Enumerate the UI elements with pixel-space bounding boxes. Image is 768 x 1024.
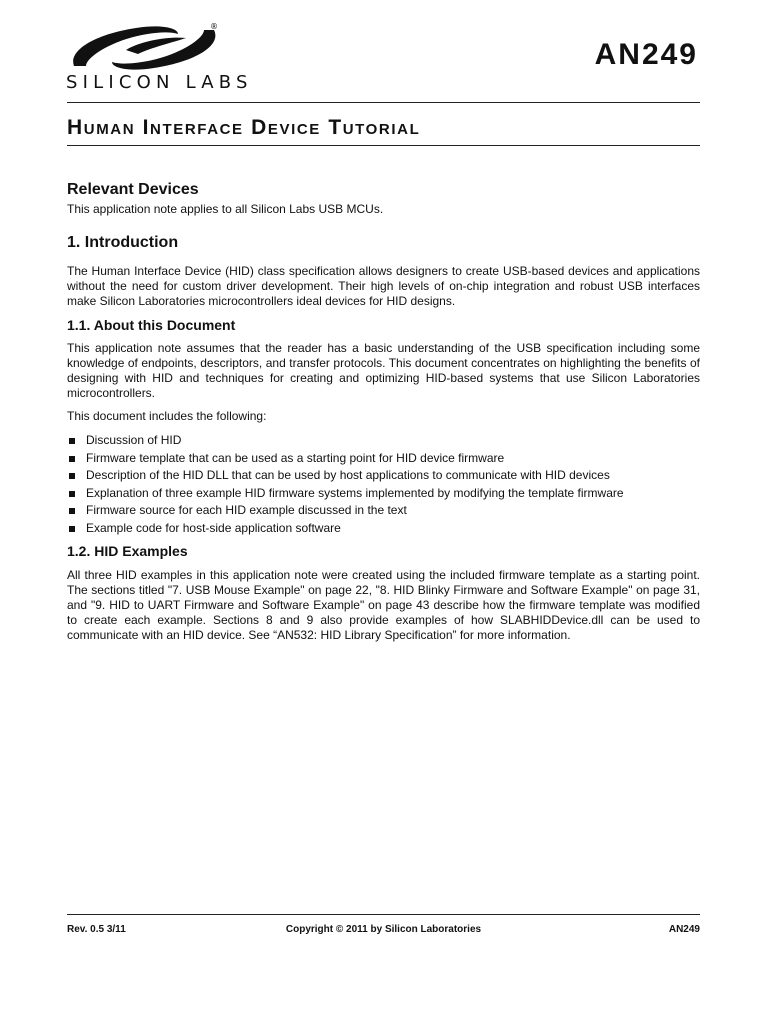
logo-wordmark: SILICON LABS: [66, 72, 253, 93]
examples-heading: 1.2. HID Examples: [67, 543, 188, 559]
bullet-icon: [69, 438, 75, 444]
list-intro: This document includes the following:: [67, 409, 267, 423]
silicon-labs-logo: [66, 20, 253, 98]
footer-revision: Rev. 0.5 3/11: [67, 924, 126, 935]
about-text: This application note assumes that the reader has a basic understanding of the USB specification including some knowledge of endpoints, descriptors, and transfer protocols. This document concentrates on highlighting the benefits of designing with HID and techniques for creating and optimizing HID-based systems that use Silicon Laboratories microcontrollers.: [67, 341, 700, 400]
list-item: Example code for host-side application software: [67, 520, 700, 538]
introduction-text: The Human Interface Device (HID) class specification allows designers to create USB-based devices and applications without the need for custom driver development. Their high levels of on-chip integration and robust USB interfaces make Silicon Laboratories microcontrollers ideal devices for HID designs.: [67, 264, 700, 308]
bullet-icon: [69, 508, 75, 514]
relevant-devices-text: This application note applies to all Silicon Labs USB MCUs.: [67, 202, 384, 216]
list-item: Firmware template that can be used as a starting point for HID device firmware: [67, 450, 700, 468]
title-divider: [67, 145, 700, 146]
header-divider: [67, 102, 700, 103]
contents-list: [67, 432, 700, 538]
list-item: Explanation of three example HID firmware systems implemented by modifying the template firmware: [67, 485, 700, 503]
bullet-icon: [69, 526, 75, 532]
document-title: Human Interface Device Tutorial: [67, 116, 421, 139]
footer-divider: [67, 914, 700, 915]
bullet-icon: [69, 473, 75, 479]
list-item: Discussion of HID: [67, 432, 700, 450]
bullet-icon: [69, 491, 75, 497]
registered-mark: ®: [210, 22, 218, 31]
footer-doc-number: AN249: [668, 924, 700, 935]
introduction-heading: 1. Introduction: [67, 234, 179, 251]
silicon-labs-logo-mark: [66, 20, 226, 76]
examples-text: All three HID examples in this application note were created using the included firmware template as a starting point. The sections titled "7. USB Mouse Example" on page 22, "8. HID Blinky Firmware and Software Example" on page 31, and "9. HID to UART Firmware and Software Example" on page 43 describe how the firmware template was modified to create each example. Sections 8 and 9 also provide examples of how SLABHIDDevice.dll can be used to communicate with an HID device. See “AN532: HID Library Specification” for more information.: [67, 568, 700, 642]
relevant-devices-heading: Relevant Devices: [67, 181, 199, 198]
document-number: AN249: [594, 38, 698, 71]
about-heading: 1.1. About this Document: [67, 317, 236, 333]
list-item: Description of the HID DLL that can be used by host applications to communicate with HID devices: [67, 467, 700, 485]
footer-copyright: Copyright © 2011 by Silicon Laboratories: [285, 924, 482, 935]
bullet-icon: [69, 456, 75, 462]
list-item: Firmware source for each HID example discussed in the text: [67, 502, 700, 520]
